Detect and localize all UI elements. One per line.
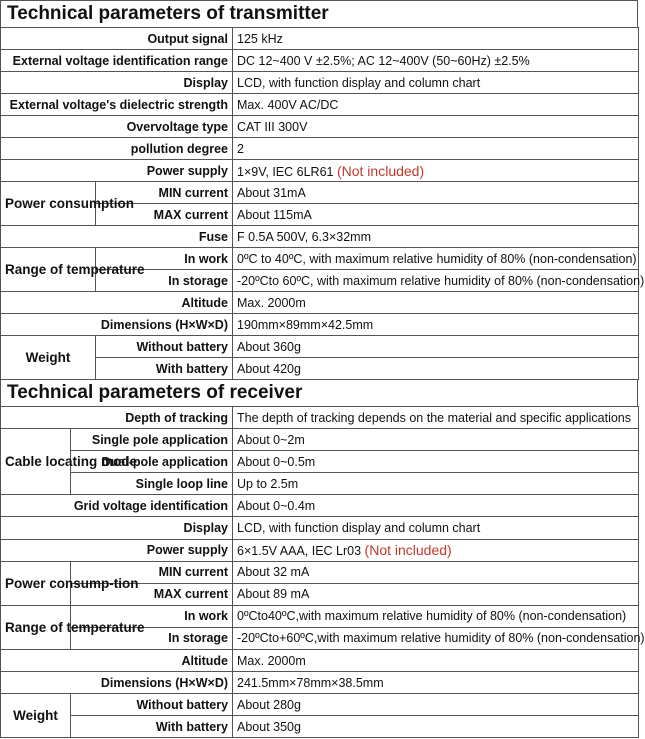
- table-row: [1, 495, 639, 517]
- receiver-without-battery-value: About 280g: [233, 694, 639, 716]
- table-row: [1, 248, 639, 270]
- table-row: [1, 407, 639, 429]
- display-value: LCD, with function display and column chart: [233, 72, 639, 94]
- receiver-in-work-value: 0ºCto40ºC,with maximum relative humidity of 80% (non-condensation): [233, 605, 639, 627]
- ext-voltage-id-value: DC 12~400 V ±2.5%; AC 12~400V (50~60Hz) ±2.5%: [233, 50, 639, 72]
- in-work-label: In work: [96, 248, 233, 270]
- power-supply-text: 1×9V, IEC 6LR61: [237, 164, 334, 179]
- table-row: [1, 358, 639, 380]
- table-row: [1, 292, 639, 314]
- in-storage-label: In storage: [96, 270, 233, 292]
- max-current-label: MAX current: [96, 204, 233, 226]
- weight-group: Weight: [1, 336, 96, 380]
- overvoltage-label: Overvoltage type: [1, 116, 233, 138]
- receiver-with-battery-value: About 350g: [233, 716, 639, 738]
- without-battery-label: Without battery: [96, 336, 233, 358]
- receiver-with-battery-label: With battery: [71, 716, 233, 738]
- receiver-temperature-group: Range of temperature: [1, 605, 71, 649]
- overvoltage-value: CAT III 300V: [233, 116, 639, 138]
- grid-voltage-value: About 0~0.4m: [233, 495, 639, 517]
- table-row: [1, 672, 639, 694]
- single-loop-value: Up to 2.5m: [233, 473, 639, 495]
- table-row: [1, 226, 639, 248]
- grid-voltage-label: Grid voltage identification: [1, 495, 233, 517]
- without-battery-value: About 360g: [233, 336, 639, 358]
- receiver-power-consumption-group: Power consump-tion: [1, 561, 71, 605]
- table-row: [1, 138, 639, 160]
- not-included-note: (Not included): [336, 162, 425, 179]
- dimensions-label: Dimensions (H×W×D): [1, 314, 233, 336]
- min-current-value: About 31mA: [233, 182, 639, 204]
- receiver-table: [0, 406, 645, 738]
- single-pole-label: Single pole application: [71, 429, 233, 451]
- pollution-value: 2: [233, 138, 639, 160]
- single-pole-value: About 0~2m: [233, 429, 639, 451]
- receiver-max-current-label: MAX current: [71, 583, 233, 605]
- receiver-in-storage-value: -20ºCto+60ºC,with maximum relative humidity of 80% (non-condensation): [233, 627, 639, 649]
- table-row: [1, 50, 639, 72]
- table-row: [1, 182, 639, 204]
- max-current-value: About 115mA: [233, 204, 639, 226]
- power-consumption-group: Power consumption: [1, 182, 96, 226]
- receiver-without-battery-label: Without battery: [71, 694, 233, 716]
- table-row: [1, 336, 639, 358]
- table-row: [1, 694, 639, 716]
- power-supply-value: [233, 160, 639, 182]
- dual-pole-value: About 0~0.5m: [233, 451, 639, 473]
- receiver-power-supply-text: 6×1.5V AAA, IEC Lr03: [237, 544, 362, 559]
- receiver-display-value: LCD, with function display and column chart: [233, 517, 639, 539]
- receiver-weight-group: Weight: [1, 694, 71, 738]
- table-row: [1, 539, 639, 561]
- table-row: [1, 605, 639, 627]
- receiver-section-title: Technical parameters of receiver: [0, 380, 638, 406]
- altitude-value: Max. 2000m: [233, 292, 639, 314]
- with-battery-label: With battery: [96, 358, 233, 380]
- receiver-display-label: Display: [1, 517, 233, 539]
- receiver-power-supply-label: Power supply: [1, 539, 233, 561]
- transmitter-section-title: Technical parameters of transmitter: [0, 0, 638, 27]
- table-row: [1, 94, 639, 116]
- receiver-in-work-label: In work: [71, 605, 233, 627]
- receiver-altitude-label: Altitude: [1, 650, 233, 672]
- table-row: [1, 72, 639, 94]
- dielectric-value: Max. 400V AC/DC: [233, 94, 639, 116]
- in-work-value: 0ºC to 40ºC, with maximum relative humidity of 80% (non-condensation): [233, 248, 639, 270]
- dimensions-value: 190mm×89mm×42.5mm: [233, 314, 639, 336]
- table-row: [1, 716, 639, 738]
- cable-mode-group: Cable locating mode: [1, 429, 71, 495]
- transmitter-table: [0, 27, 645, 380]
- fuse-value: F 0.5A 500V, 6.3×32mm: [233, 226, 639, 248]
- pollution-label: pollution degree: [1, 138, 233, 160]
- single-loop-label: Single loop line: [71, 473, 233, 495]
- receiver-dimensions-label: Dimensions (H×W×D): [1, 672, 233, 694]
- table-row: [1, 116, 639, 138]
- table-row: [1, 28, 639, 50]
- table-row: [1, 473, 639, 495]
- depth-label: Depth of tracking: [1, 407, 233, 429]
- receiver-altitude-value: Max. 2000m: [233, 650, 639, 672]
- table-row: [1, 650, 639, 672]
- receiver-not-included-note: (Not included): [364, 542, 452, 559]
- altitude-label: Altitude: [1, 292, 233, 314]
- table-row: [1, 160, 639, 182]
- dual-pole-label: Dual-pole application: [71, 451, 233, 473]
- with-battery-value: About 420g: [233, 358, 639, 380]
- ext-voltage-id-label: External voltage identification range: [1, 50, 233, 72]
- in-storage-value: -20ºCto 60ºC, with maximum relative humidity of 80% (non-condensation): [233, 270, 639, 292]
- receiver-min-current-value: About 32 mA: [233, 561, 639, 583]
- receiver-min-current-label: MIN current: [71, 561, 233, 583]
- depth-value: The depth of tracking depends on the material and specific applications: [233, 407, 639, 429]
- table-row: [1, 429, 639, 451]
- power-supply-label: Power supply: [1, 160, 233, 182]
- receiver-max-current-value: About 89 mA: [233, 583, 639, 605]
- temperature-group: Range of temperature: [1, 248, 96, 292]
- dielectric-label: External voltage's dielectric strength: [1, 94, 233, 116]
- fuse-label: Fuse: [1, 226, 233, 248]
- display-label: Display: [1, 72, 233, 94]
- output-signal-label: Output signal: [1, 28, 233, 50]
- receiver-power-supply-value: [233, 539, 639, 561]
- min-current-label: MIN current: [96, 182, 233, 204]
- table-row: [1, 561, 639, 583]
- receiver-dimensions-value: 241.5mm×78mm×38.5mm: [233, 672, 639, 694]
- output-signal-value: 125 kHz: [233, 28, 639, 50]
- table-row: [1, 314, 639, 336]
- table-row: [1, 517, 639, 539]
- receiver-in-storage-label: In storage: [71, 627, 233, 649]
